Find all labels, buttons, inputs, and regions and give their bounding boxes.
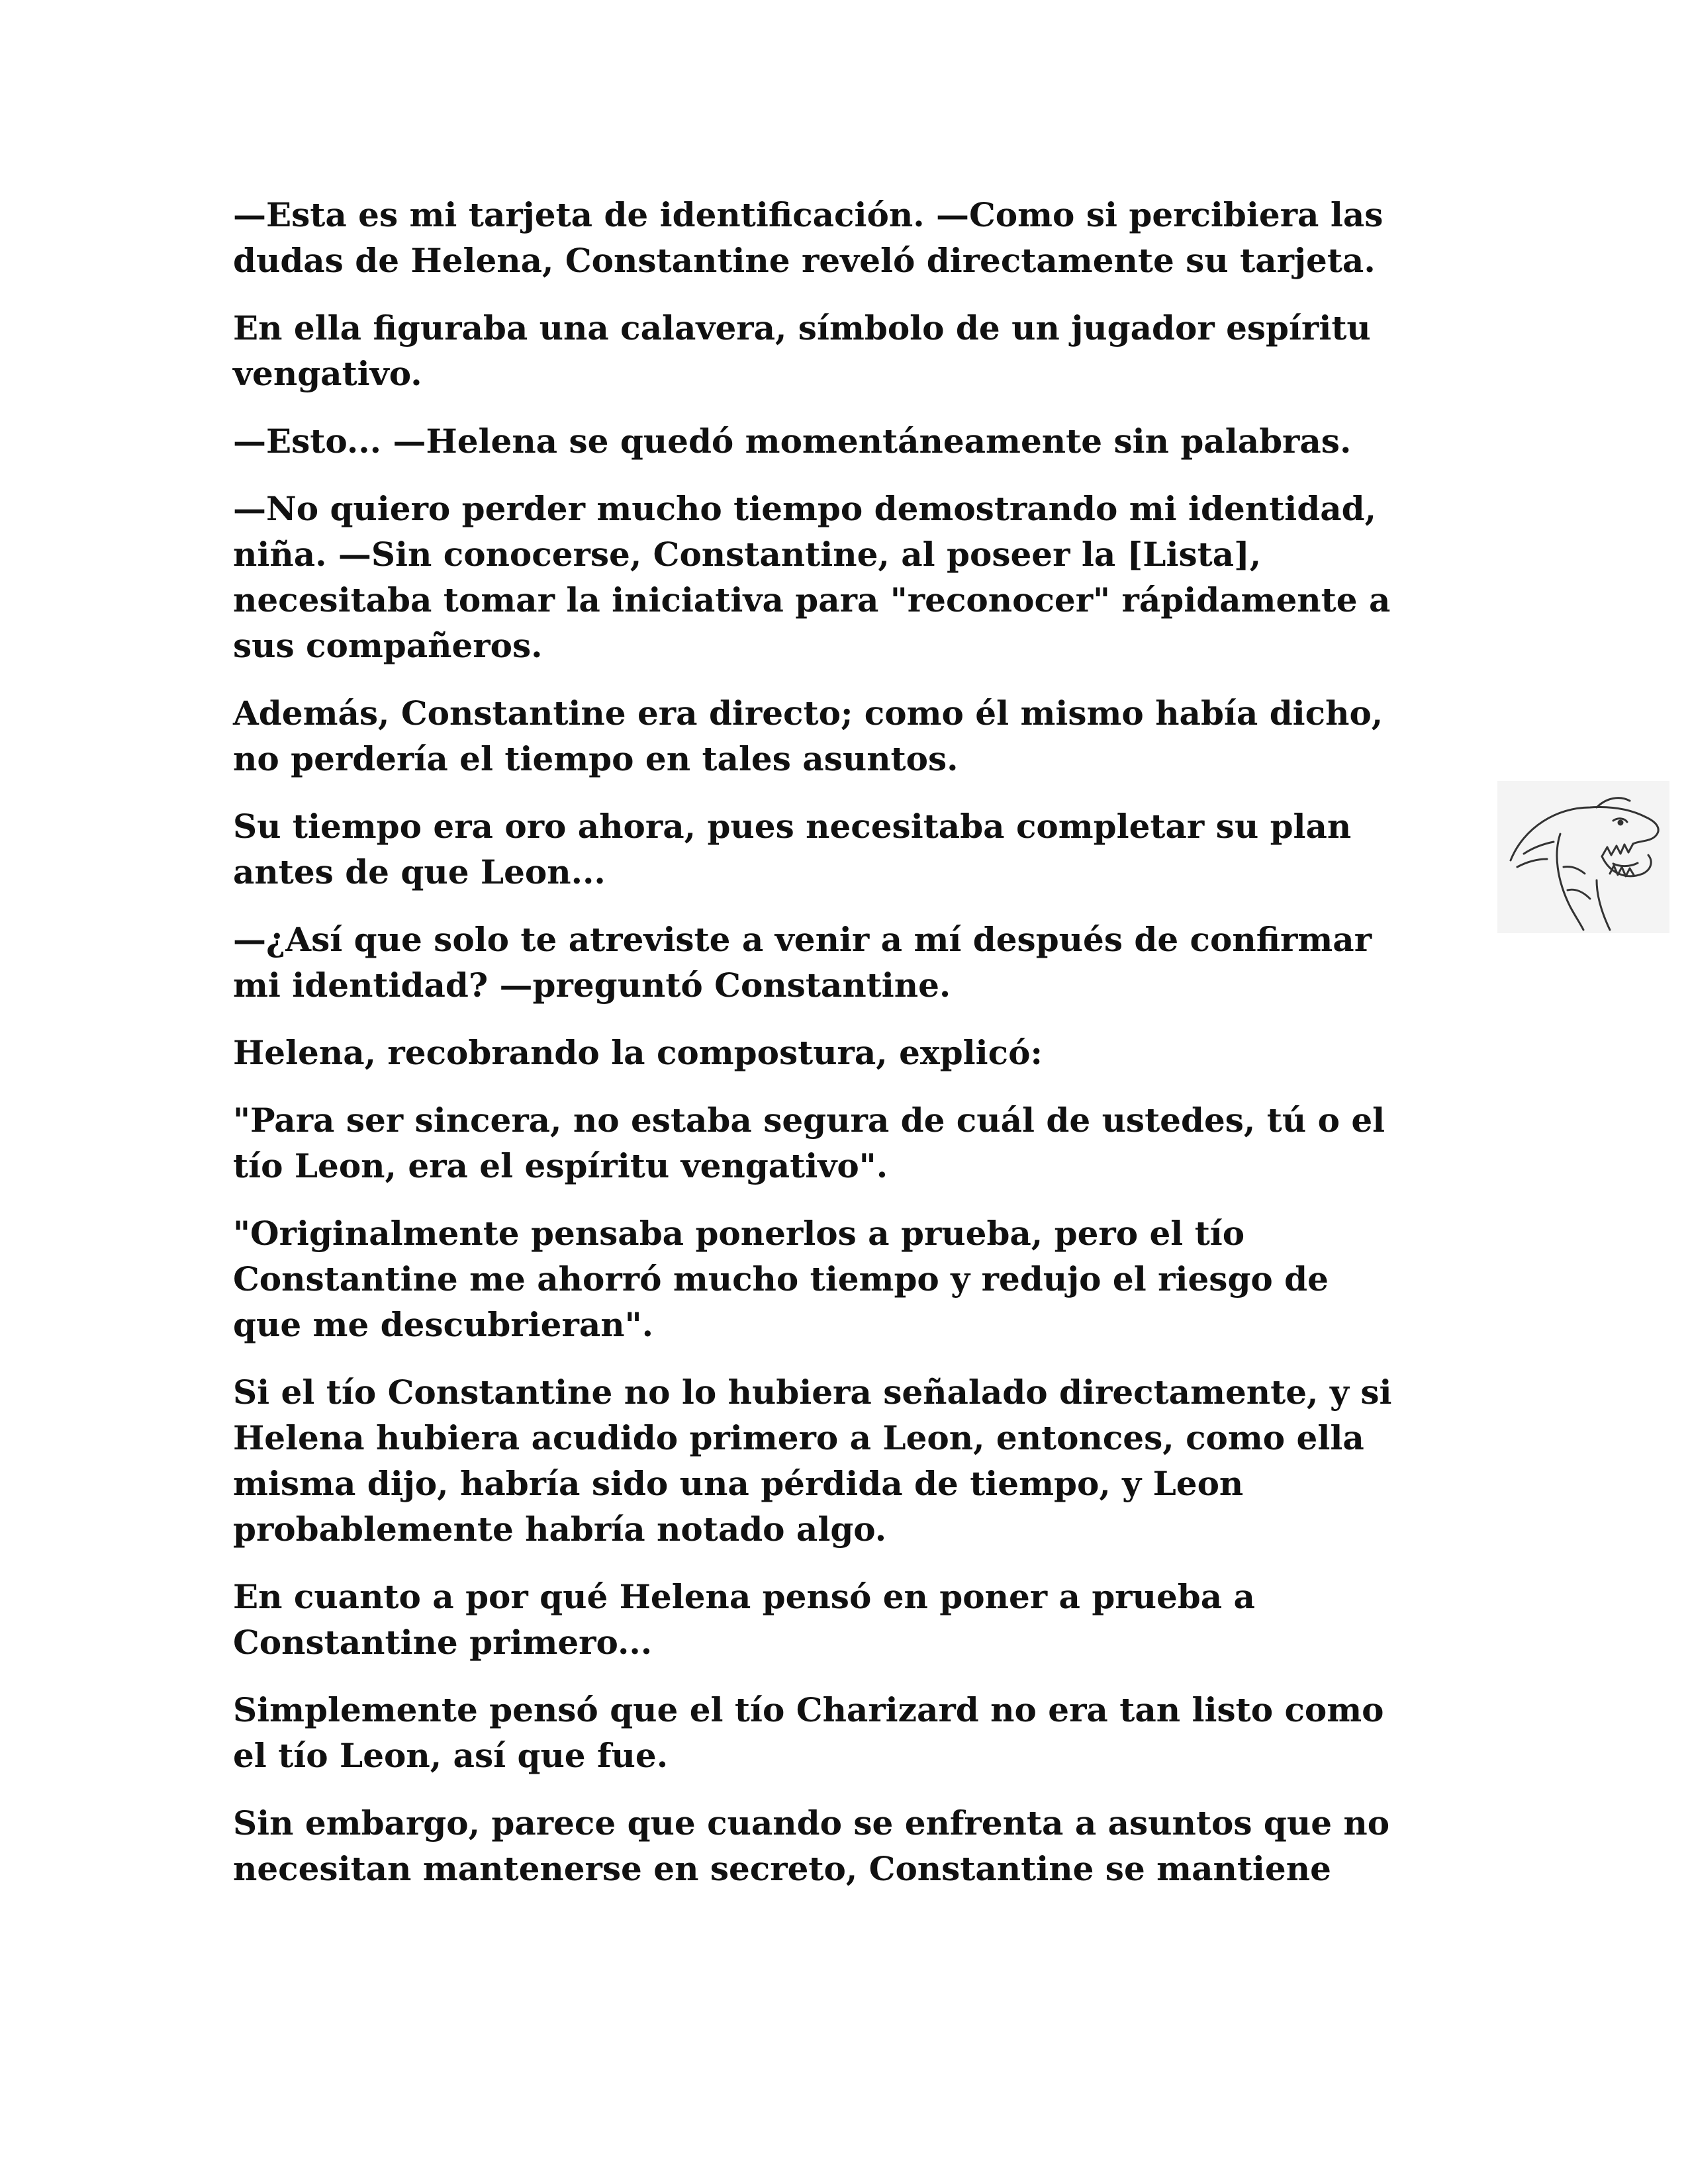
text-line: —Esto... —Helena se quedó momentáneamente sin palabras. bbox=[233, 422, 1352, 461]
text-line: antes de que Leon... bbox=[233, 852, 606, 891]
paragraph bbox=[233, 917, 1444, 1008]
text-line: —¿Así que solo te atreviste a venir a mí después de confirmar bbox=[233, 920, 1372, 959]
text-line: Además, Constantine era directo; como él mismo había dicho, bbox=[233, 694, 1383, 733]
text-line: Su tiempo era oro ahora, pues necesitaba completar su plan bbox=[233, 807, 1352, 846]
text-line: Constantine me ahorró mucho tiempo y redujo el riesgo de bbox=[233, 1259, 1329, 1298]
paragraph bbox=[233, 1097, 1444, 1189]
paragraph bbox=[233, 803, 1444, 895]
text-line: mi identidad? —preguntó Constantine. bbox=[233, 966, 951, 1005]
text-line: Constantine primero... bbox=[233, 1623, 653, 1662]
text-line: Simplemente pensó que el tío Charizard no era tan listo como bbox=[233, 1690, 1384, 1729]
text-line: vengativo. bbox=[233, 354, 422, 393]
text-line: que me descubrieran". bbox=[233, 1305, 654, 1344]
text-line: tío Leon, era el espíritu vengativo". bbox=[233, 1146, 888, 1185]
text-line: no perdería el tiempo en tales asuntos. bbox=[233, 739, 959, 778]
paragraph bbox=[233, 1210, 1444, 1347]
text-line: dudas de Helena, Constantine reveló directamente su tarjeta. bbox=[233, 241, 1376, 280]
text-line: probablemente habría notado algo. bbox=[233, 1510, 887, 1549]
text-line: necesitan mantenerse en secreto, Constantine se mantiene bbox=[233, 1849, 1331, 1888]
text-line: —No quiero perder mucho tiempo demostrando mi identidad, bbox=[233, 489, 1376, 528]
text-line: misma dijo, habría sido una pérdida de tiempo, y Leon bbox=[233, 1464, 1244, 1503]
paragraph bbox=[233, 1030, 1444, 1075]
text-line: el tío Leon, así que fue. bbox=[233, 1736, 669, 1775]
text-line: niña. —Sin conocerse, Constantine, al poseer la [Lista], bbox=[233, 535, 1262, 574]
paragraph bbox=[233, 486, 1444, 668]
text-line: Helena hubiera acudido primero a Leon, entonces, como ella bbox=[233, 1418, 1364, 1457]
text-line: "Para ser sincera, no estaba segura de cuál de ustedes, tú o el bbox=[233, 1101, 1385, 1140]
text-line: En cuanto a por qué Helena pensó en poner a prueba a bbox=[233, 1577, 1255, 1616]
paragraph bbox=[233, 192, 1444, 283]
text-line: En ella figuraba una calavera, símbolo de un jugador espíritu bbox=[233, 308, 1371, 347]
paragraph bbox=[233, 1369, 1444, 1552]
text-line: Si el tío Constantine no lo hubiera señalado directamente, y si bbox=[233, 1373, 1392, 1412]
text-line: —Esta es mi tarjeta de identificación. —Como si percibiera las bbox=[233, 195, 1383, 234]
paragraph bbox=[233, 305, 1444, 396]
text-line: sus compañeros. bbox=[233, 626, 543, 665]
text-line: Sin embargo, parece que cuando se enfrenta a asuntos que no bbox=[233, 1803, 1390, 1843]
text-line: necesitaba tomar la iniciativa para "reconocer" rápidamente a bbox=[233, 580, 1391, 619]
paragraph bbox=[233, 690, 1444, 782]
paragraph bbox=[233, 418, 1444, 464]
paragraph bbox=[233, 1574, 1444, 1665]
paragraph bbox=[233, 1687, 1444, 1778]
text-line: Helena, recobrando la compostura, explicó: bbox=[233, 1033, 1043, 1072]
text-line: "Originalmente pensaba ponerlos a prueba, pero el tío bbox=[233, 1214, 1245, 1253]
body-text bbox=[233, 192, 1444, 1913]
dinosaur-sketch-icon bbox=[1497, 781, 1669, 933]
paragraph bbox=[233, 1800, 1444, 1891]
